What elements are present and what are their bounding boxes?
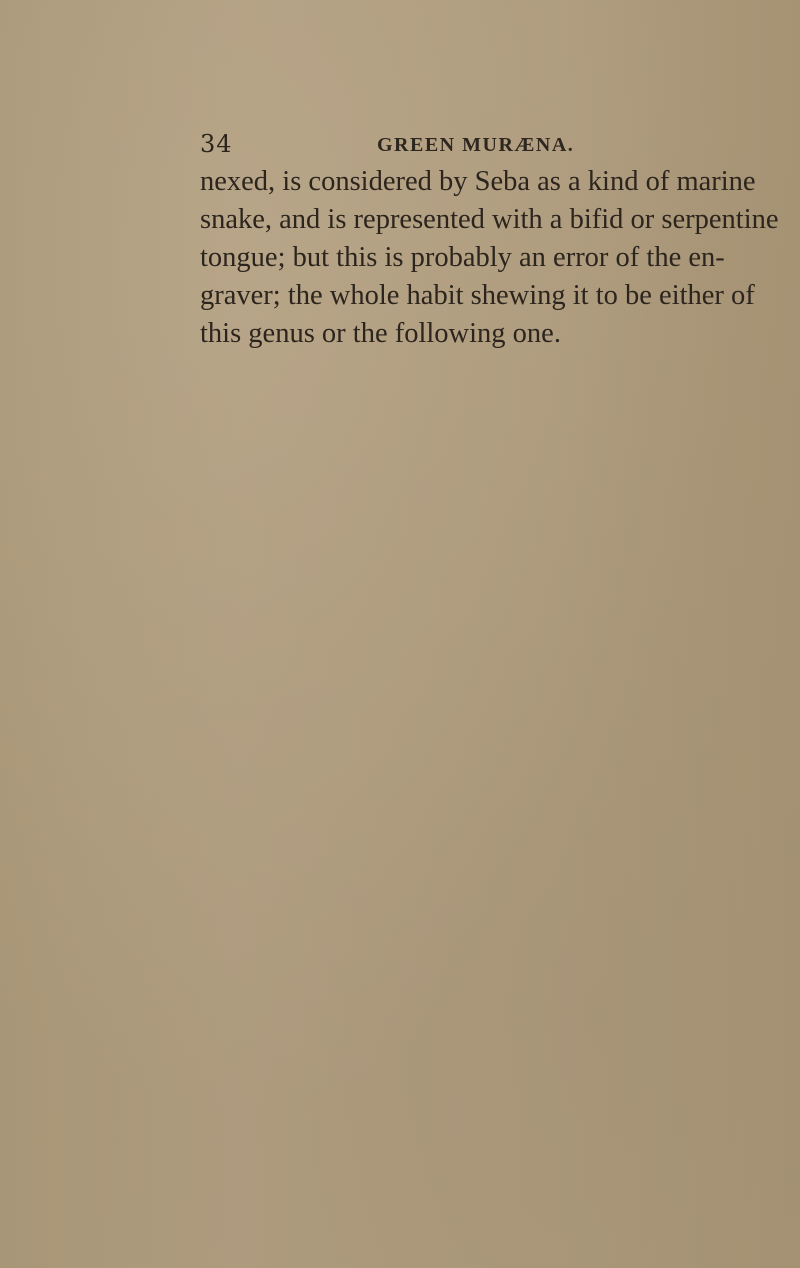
text-line: snake, and is represented with a bifid or serpentine [200,204,779,235]
page-number: 34 [200,130,233,158]
text-line: graver; the whole habit shewing it to be either of [200,280,755,311]
body-paragraph [200,163,779,353]
running-head [200,130,720,164]
text-line: nexed, is considered by Seba as a kind of marine [200,166,756,197]
text-line: this genus or the following one. [200,318,561,349]
text-line: tongue; but this is probably an error of the en- [200,242,725,273]
running-title: GREEN MURÆNA. [377,134,575,156]
